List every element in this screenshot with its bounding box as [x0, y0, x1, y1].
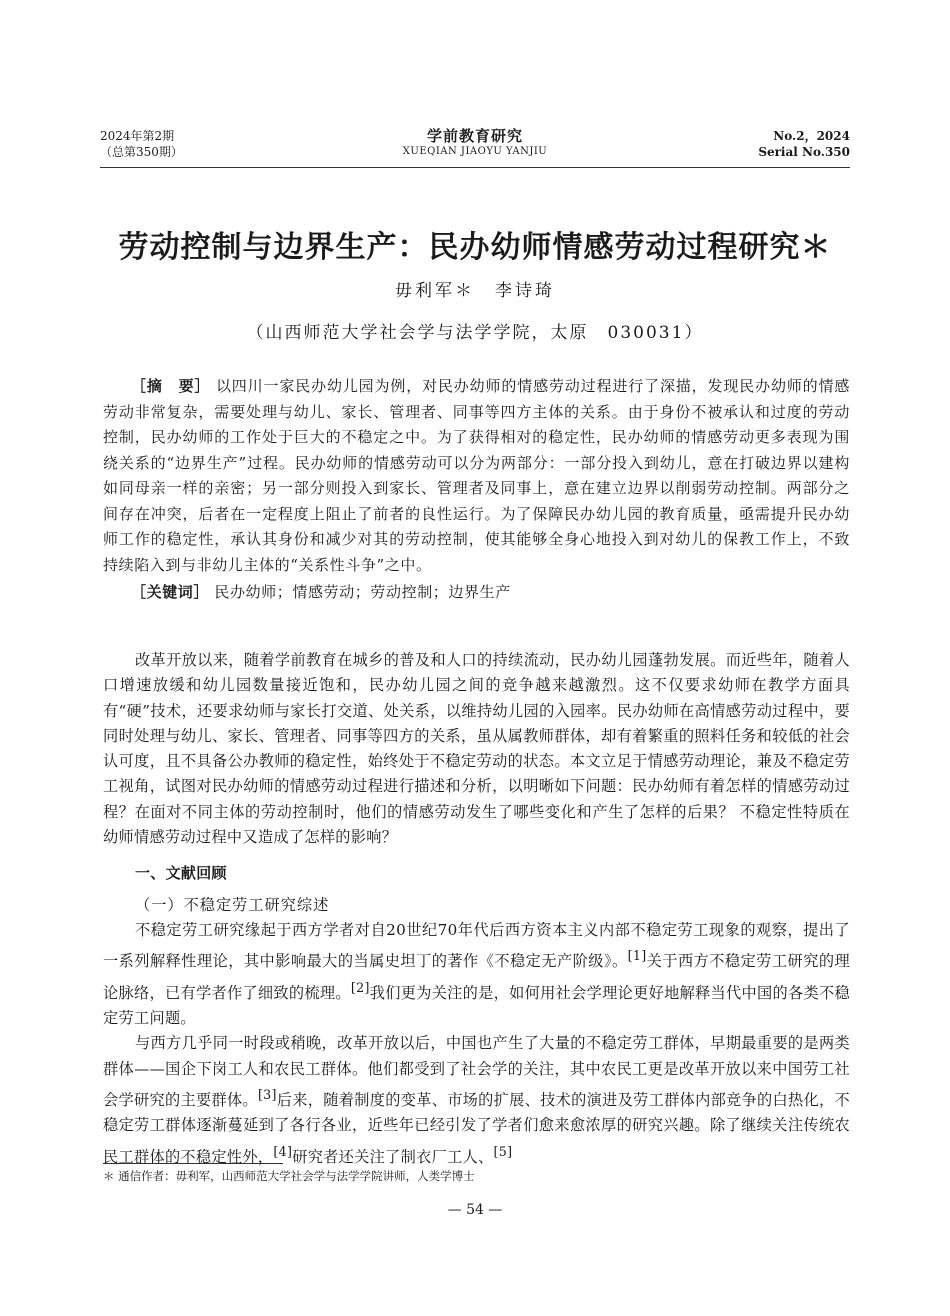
abstract-label: ［摘 要］	[131, 377, 211, 395]
citation-ref[interactable]: [4]	[273, 1143, 293, 1159]
body-text: 不稳定劳工研究缘起于西方学者对自20世纪70年代后西方资本主义内部不稳定劳工现象的观察，提出了一系列解释性理论，其中影响最大的当属史坦丁的著作《不稳定无产阶级》。	[103, 920, 850, 971]
body-paragraph	[103, 1031, 850, 1170]
issue-info-cn	[100, 128, 183, 160]
journal-name	[403, 128, 547, 159]
total-issue-cn: （总第350期）	[100, 145, 183, 159]
article-title: 劳动控制与边界生产：民办幼师情感劳动过程研究＊	[118, 230, 832, 265]
citation-ref[interactable]: [2]	[350, 979, 370, 995]
body-text: 与西方几乎同一时段或稍晚，改革开放以后，中国也产生了大量的不稳定劳工群体，早期最重要的是两类群体——国企下岗工人和农民工群体。他们都受到了社会学的关注，其中农民工更是改革开放以来中国劳工社会学研究的主要群体。	[103, 1034, 850, 1109]
body-text: 研究者还关注了制衣厂工人、	[292, 1147, 494, 1166]
page-number: — 54 —	[447, 1202, 503, 1218]
author-affiliation: （山西师范大学社会学与法学学院，太原 030031）	[246, 323, 704, 343]
journal-name-en: XUEQIAN JIAOYU YANJIU	[402, 146, 548, 157]
citation-ref[interactable]: [3]	[257, 1086, 277, 1102]
body-paragraph: 改革开放以来，随着学前教育在城乡的普及和人口的持续流动，民办幼儿园蓬勃发展。而近些年，随着人口增速放缓和幼儿园数量接近饱和，民办幼儿园之间的竞争越来越激烈。这不仅要求幼师在教学方面具有“硬”技术，还要求幼师与家长打交道、处关系，以维持幼儿园的入园率。民办幼师在高情感劳动过程中，要同时处理与幼儿、家长、管理者、同事等四方的关系，虽从属教师群体，却有着繁重的照料任务和较低的社会认可度，且不具备公办教师的稳定性，始终处于不稳定劳动的状态。本文立足于情感劳动理论，兼及不稳定劳工视角，试图对民办幼师的情感劳动过程进行描述和分析，以明晰如下问题：民办幼师有着怎样的情感劳动过程？在面对不同主体的劳动控制时，他们的情感劳动发生了哪些变化和产生了怎样的后果？ 不稳定性特质在幼师情感劳动过程中又造成了怎样的影响？	[103, 651, 850, 847]
body-paragraph	[103, 918, 850, 1031]
body-text: 关于西方不稳定劳工研究的理论脉络，已有学者作了细致的梳理。	[103, 952, 850, 1002]
body-text: 我们更为关注的是，如何用社会学理论更好地解释当代中国的各类不稳定劳工问题。	[103, 983, 850, 1027]
citation-ref[interactable]: [1]	[627, 948, 647, 964]
keywords	[131, 581, 851, 602]
body-text: 后来，随着制度的变革、市场的扩展、技术的演进及劳工群体内部竞争的白热化，不稳定劳工群体逐渐蔓延到了各行各业，近些年已经引发了学者们愈来愈浓厚的研究兴趣。除了继续关注传统农民工群体的不稳定性外，	[103, 1090, 850, 1166]
issue-info-en	[758, 128, 850, 160]
footnote-divider	[103, 1163, 283, 1164]
article-body	[103, 648, 850, 1170]
keywords-text: 民办幼师；情感劳动；劳动控制；边界生产	[214, 583, 511, 601]
article-authors: 毋利军＊ 李诗琦	[395, 281, 555, 301]
keywords-label: ［关键词］	[131, 583, 210, 601]
section-heading: 一、文献回顾	[135, 864, 227, 883]
abstract-text: 以四川一家民办幼儿园为例，对民办幼师的情感劳动过程进行了深描，发现民办幼师的情感劳动非常复杂，需要处理与幼儿、家长、管理者、同事等四方主体的关系。由于身份不被承认和过度的劳动控制，民办幼师的工作处于巨大的不稳定之中。为了获得相对的稳定性，民办幼师的情感劳动更多表现为围绕关系的“边界生产”过程。民办幼师的情感劳动可以分为两部分：一部分投入到幼儿，意在打破边界以建构如同母亲一样的亲密；另一部分则投入到家长、管理者及同事上，意在建立边界以削弱劳动控制。两部分之间存在冲突，后者在一定程度上阻止了前者的良性运行。为了保障民办幼儿园的教育质量，亟需提升民办幼师工作的稳定性，承认其身份和减少对其的劳动控制，使其能够全身心地投入到对幼儿的保教工作上，不致持续陷入到与非幼儿主体的“关系性斗争”之中。	[103, 377, 850, 574]
abstract	[103, 374, 850, 578]
issue-number-en: No.2，2024	[773, 129, 850, 143]
footnote: ＊ 通信作者：毋利军，山西师范大学社会学与法学学院讲师，人类学博士	[103, 1169, 475, 1183]
journal-name-cn: 学前教育研究	[426, 127, 524, 145]
issue-number-cn: 2024年第2期	[100, 129, 175, 143]
header-divider	[100, 167, 850, 168]
subsection-heading: （一）不稳定劳工研究综述	[135, 895, 330, 914]
citation-ref[interactable]: [5]	[493, 1143, 513, 1159]
running-header	[100, 128, 850, 164]
serial-number-en: Serial No.350	[758, 145, 850, 159]
